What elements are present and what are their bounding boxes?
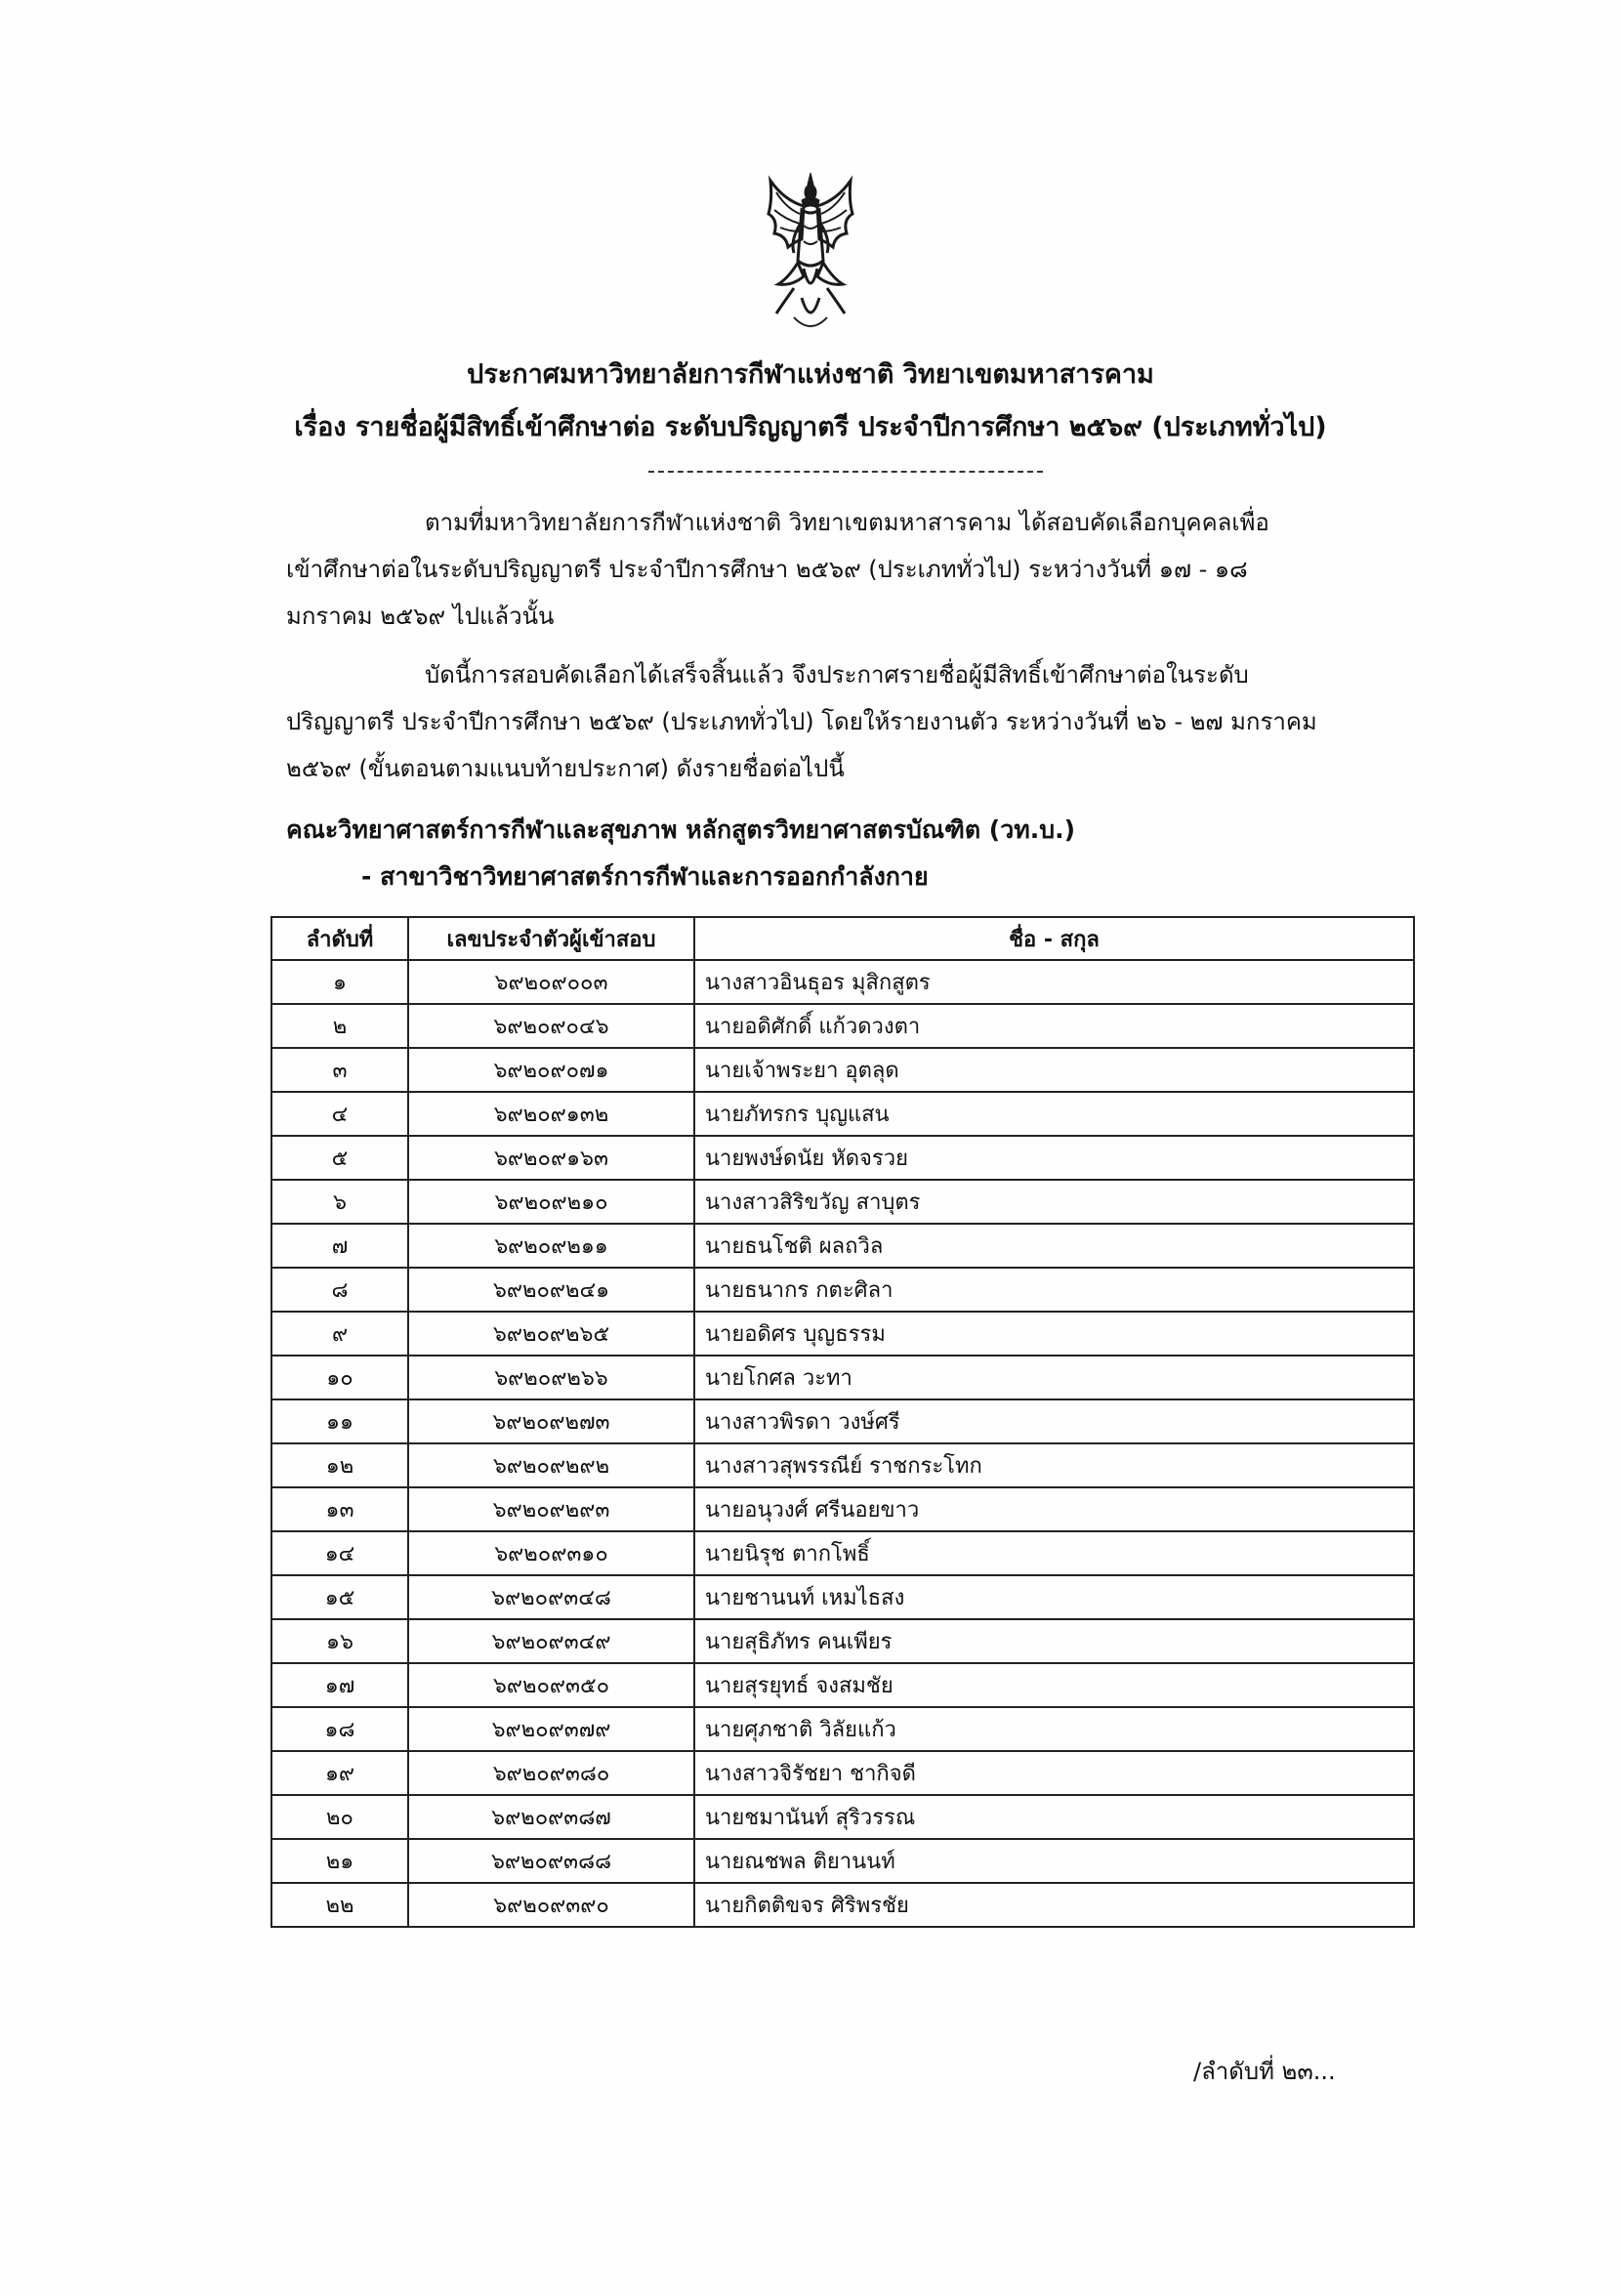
exam-id-cell: ๖๙๒๐๙๓๔๘ [408, 1575, 694, 1619]
table-row [271, 1619, 1414, 1663]
table-row [271, 1487, 1414, 1531]
full-name-cell: นายอดิศักดิ์ แก้วดวงตา [694, 1004, 1414, 1048]
paragraph-2 [286, 651, 1401, 792]
exam-id-cell: ๖๙๒๐๙๒๙๒ [408, 1443, 694, 1487]
candidate-table [270, 916, 1415, 1928]
full-name-cell: นางสาวพิรดา วงษ์ศรี [694, 1399, 1414, 1443]
exam-id-cell: ๖๙๒๐๙๓๘๐ [408, 1751, 694, 1795]
exam-id-cell: ๖๙๒๐๙๑๖๓ [408, 1136, 694, 1180]
full-name-cell: นายสุรยุทธ์ จงสมชัย [694, 1663, 1414, 1707]
announcement-title: ประกาศมหาวิทยาลัยการกีฬาแห่งชาติ วิทยาเขตมหาสารคาม [467, 359, 1154, 390]
paragraph-1-line: เข้าศึกษาต่อในระดับปริญญาตรี ประจำปีการศึกษา ๒๕๖๙ (ประเภททั่วไป) ระหว่างวันที่ ๑๗ - ๑๘ [286, 556, 1248, 583]
order-cell: ๒๐ [271, 1795, 408, 1839]
paragraph-1-line: ตามที่มหาวิทยาลัยการกีฬาแห่งชาติ วิทยาเขตมหาสารคาม ได้สอบคัดเลือกบุคคลเพื่อ [425, 509, 1269, 536]
full-name-cell: นายโกศล วะทา [694, 1356, 1414, 1399]
order-cell: ๑๓ [271, 1487, 408, 1531]
table-row [271, 1048, 1414, 1092]
order-cell: ๓ [271, 1048, 408, 1092]
full-name-cell: นางสาวจิรัชยา ชากิจดี [694, 1751, 1414, 1795]
order-cell: ๑ [271, 960, 408, 1004]
table-row [271, 1092, 1414, 1136]
table-row [271, 1575, 1414, 1619]
table-row [271, 1663, 1414, 1707]
title-divider [648, 471, 1043, 473]
order-cell: ๘ [271, 1268, 408, 1312]
order-cell: ๒๑ [271, 1839, 408, 1883]
full-name-cell: นายภัทรกร บุญแสน [694, 1092, 1414, 1136]
paragraph-2-line: บัดนี้การสอบคัดเลือกได้เสร็จสิ้นแล้ว จึงประกาศรายชื่อผู้มีสิทธิ์เข้าศึกษาต่อในระดับ [425, 661, 1249, 689]
announcement-subject: เรื่อง รายชื่อผู้มีสิทธิ์เข้าศึกษาต่อ ระดับปริญญาตรี ประจำปีการศึกษา ๒๕๖๙ (ประเภททั่วไป) [294, 412, 1327, 442]
full-name-cell: นายเจ้าพระยา อุตลุด [694, 1048, 1414, 1092]
paragraph-1 [286, 499, 1401, 640]
exam-id-cell: ๖๙๒๐๙๐๐๓ [408, 960, 694, 1004]
order-cell: ๑๑ [271, 1399, 408, 1443]
exam-id-cell: ๖๙๒๐๙๓๙๐ [408, 1883, 694, 1927]
exam-id-cell: ๖๙๒๐๙๓๑๐ [408, 1531, 694, 1575]
table-row [271, 1707, 1414, 1751]
paragraph-2-line: ปริญญาตรี ประจำปีการศึกษา ๒๕๖๙ (ประเภททั่วไป) โดยให้รายงานตัว ระหว่างวันที่ ๒๖ - ๒๗ มกราคม [286, 708, 1317, 735]
table-row [271, 1268, 1414, 1312]
table-row [271, 1180, 1414, 1224]
exam-id-cell: ๖๙๒๐๙๓๗๙ [408, 1707, 694, 1751]
full-name-cell: นายนิรุช ตากโพธิ์ [694, 1531, 1414, 1575]
header-exam-id: เลขประจำตัวผู้เข้าสอบ [408, 917, 694, 960]
table-row [271, 1312, 1414, 1356]
full-name-cell: นายธนากร กตะศิลา [694, 1268, 1414, 1312]
full-name-cell: นายอดิศร บุญธรรม [694, 1312, 1414, 1356]
table-row [271, 1004, 1414, 1048]
order-cell: ๖ [271, 1180, 408, 1224]
order-cell: ๗ [271, 1224, 408, 1268]
order-cell: ๑๐ [271, 1356, 408, 1399]
full-name-cell: นายสุธิภัทร คนเพียร [694, 1619, 1414, 1663]
header-order: ลำดับที่ [271, 917, 408, 960]
full-name-cell: นายกิตติขจร ศิริพรชัย [694, 1883, 1414, 1927]
exam-id-cell: ๖๙๒๐๙๐๔๖ [408, 1004, 694, 1048]
exam-id-cell: ๖๙๒๐๙๒๙๓ [408, 1487, 694, 1531]
exam-id-cell: ๖๙๒๐๙๓๘๘ [408, 1839, 694, 1883]
full-name-cell: นายณชพล ติยานนท์ [694, 1839, 1414, 1883]
table-row [271, 1839, 1414, 1883]
exam-id-cell: ๖๙๒๐๙๒๖๕ [408, 1312, 694, 1356]
order-cell: ๑๗ [271, 1663, 408, 1707]
exam-id-cell: ๖๙๒๐๙๐๗๑ [408, 1048, 694, 1092]
order-cell: ๔ [271, 1092, 408, 1136]
table-row [271, 1224, 1414, 1268]
exam-id-cell: ๖๙๒๐๙๑๓๒ [408, 1092, 694, 1136]
garuda-emblem-icon [765, 171, 856, 337]
table-row [271, 1443, 1414, 1487]
order-cell: ๑๕ [271, 1575, 408, 1619]
table-row [271, 1751, 1414, 1795]
full-name-cell: นายชานนท์ เหมไธสง [694, 1575, 1414, 1619]
table-row [271, 1795, 1414, 1839]
table-row [271, 1136, 1414, 1180]
full-name-cell: นางสาวสิริขวัญ สาบุตร [694, 1180, 1414, 1224]
full-name-cell: นายธนโชติ ผลถวิล [694, 1224, 1414, 1268]
exam-id-cell: ๖๙๒๐๙๒๖๖ [408, 1356, 694, 1399]
table-row [271, 1531, 1414, 1575]
exam-id-cell: ๖๙๒๐๙๓๕๐ [408, 1663, 694, 1707]
paragraph-2-line: ๒๕๖๙ (ขั้นตอนตามแนบท้ายประกาศ) ดังรายชื่อต่อไปนี้ [286, 755, 845, 782]
order-cell: ๑๔ [271, 1531, 408, 1575]
order-cell: ๑๙ [271, 1751, 408, 1795]
order-cell: ๙ [271, 1312, 408, 1356]
order-cell: ๑๖ [271, 1619, 408, 1663]
continuation-note: /ลำดับที่ ๒๓... [1193, 2058, 1336, 2085]
full-name-cell: นางสาวอินธุอร มุสิกสูตร [694, 960, 1414, 1004]
header-full-name: ชื่อ - สกุล [694, 917, 1414, 960]
order-cell: ๒ [271, 1004, 408, 1048]
faculty-heading: คณะวิทยาศาสตร์การกีฬาและสุขภาพ หลักสูตรวิทยาศาสตรบัณฑิต (วท.บ.) [286, 815, 1076, 844]
table-body [271, 960, 1414, 1927]
table-row [271, 1356, 1414, 1399]
table-header-row [271, 917, 1414, 960]
table-row [271, 1399, 1414, 1443]
full-name-cell: นายพงษ์ดนัย หัดจรวย [694, 1136, 1414, 1180]
order-cell: ๑๒ [271, 1443, 408, 1487]
exam-id-cell: ๖๙๒๐๙๒๔๑ [408, 1268, 694, 1312]
paragraph-1-line: มกราคม ๒๕๖๙ ไปแล้วนั้น [286, 603, 555, 630]
full-name-cell: นายอนุวงศ์ ศรีนอยขาว [694, 1487, 1414, 1531]
table-row [271, 960, 1414, 1004]
order-cell: ๑๘ [271, 1707, 408, 1751]
exam-id-cell: ๖๙๒๐๙๒๑๑ [408, 1224, 694, 1268]
table-row [271, 1883, 1414, 1927]
full-name-cell: นางสาวสุพรรณีย์ ราชกระโทก [694, 1443, 1414, 1487]
branch-heading: - สาขาวิชาวิทยาศาสตร์การกีฬาและการออกกำลังกาย [361, 862, 929, 891]
full-name-cell: นายศุภชาติ วิลัยแก้ว [694, 1707, 1414, 1751]
order-cell: ๕ [271, 1136, 408, 1180]
exam-id-cell: ๖๙๒๐๙๓๔๙ [408, 1619, 694, 1663]
full-name-cell: นายชมานันท์ สุริวรรณ [694, 1795, 1414, 1839]
exam-id-cell: ๖๙๒๐๙๒๗๓ [408, 1399, 694, 1443]
exam-id-cell: ๖๙๒๐๙๓๘๗ [408, 1795, 694, 1839]
order-cell: ๒๒ [271, 1883, 408, 1927]
exam-id-cell: ๖๙๒๐๙๒๑๐ [408, 1180, 694, 1224]
